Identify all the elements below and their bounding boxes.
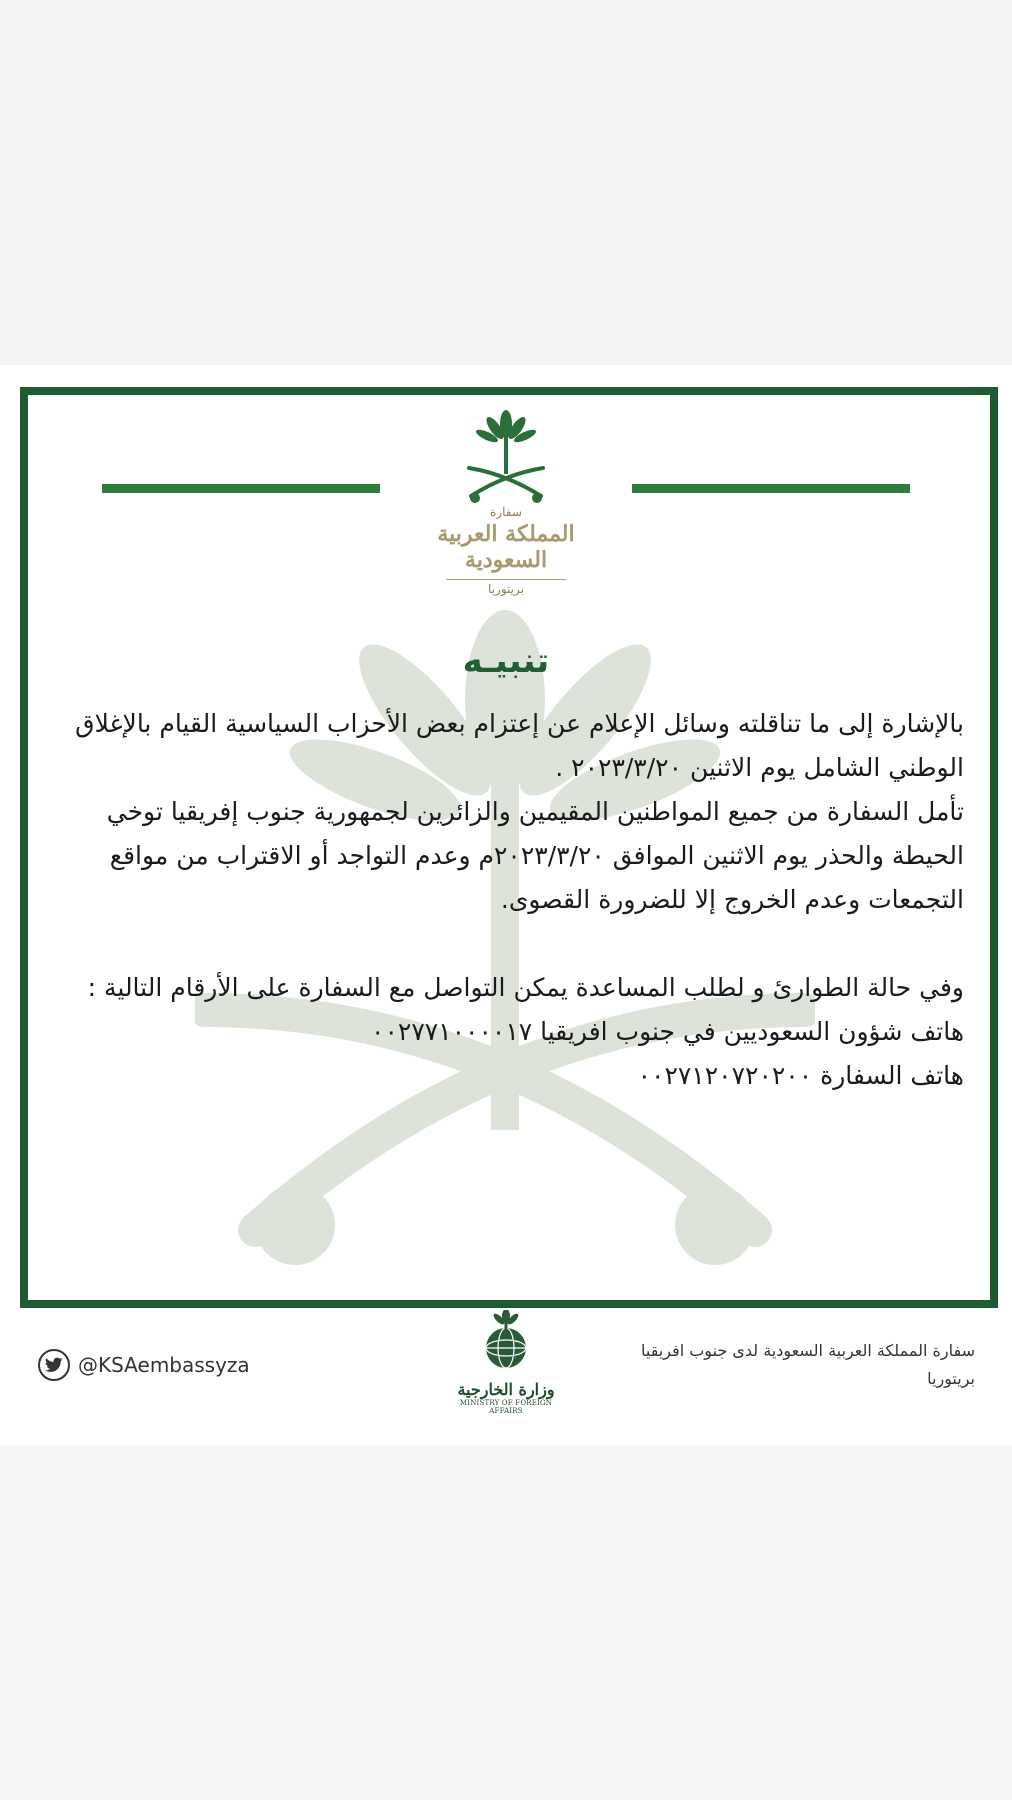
phone-embassy: هاتف السفارة ٠٠٢٧١٢٠٧٢٠٢٠٠	[637, 1061, 964, 1090]
twitter-handle: @KSAembassyza	[78, 1353, 250, 1377]
mofa-english-name: MINISTRY OF FOREIGN AFFAIRS	[459, 1399, 553, 1415]
logo-city: بريتوريا	[488, 582, 524, 596]
twitter-icon	[38, 1349, 70, 1381]
header-rule-right	[632, 484, 910, 493]
contact-intro: وفي حالة الطوارئ و لطلب المساعدة يمكن التواصل مع السفارة على الأرقام التالية :	[87, 973, 964, 1002]
twitter-link[interactable]	[38, 1348, 250, 1382]
notice-paragraph-2: تأمل السفارة من جميع المواطنين المقيمين والزائرين لجمهورية جنوب إفريقيا توخي الحيطة والحذر يوم الاثنين الموافق ٢٠٢٣/٣/٢٠م وعدم التواجد أو الاقتراب من مواقع التجمعات وعدم الخروج إلا للضرورة القصوى.	[106, 797, 964, 914]
notice-content	[40, 640, 972, 1098]
notice-paragraph-1: بالإشارة إلى ما تناقلته وسائل الإعلام عن إعتزام بعض الأحزاب السياسية القيام بالإغلاق الوطني الشامل يوم الاثنين ٢٠٢٣/٣/٢٠ .	[75, 709, 964, 782]
mofa-arabic-name: وزارة الخارجية	[457, 1380, 555, 1399]
top-blank-area	[0, 0, 1012, 365]
notice-title: تنبيـه	[462, 641, 550, 681]
logo-embassy-word: سفارة	[490, 505, 522, 519]
embassy-footer-line-1: سفارة المملكة العربية السعودية لدى جنوب افريقيا	[640, 1341, 975, 1360]
embassy-footer-text	[600, 1337, 975, 1393]
header-rule-left	[102, 484, 380, 493]
mofa-logo	[456, 1310, 556, 1420]
embassy-footer-line-2: بريتوريا	[927, 1369, 975, 1388]
logo-kingdom-name: المملكة العربية السعودية	[437, 521, 575, 573]
phone-saudi-affairs: هاتف شؤون السعوديين في جنوب افريقيا ٠٠٢٧٧١٠٠٠٠١٧	[371, 1017, 964, 1046]
mofa-emblem-icon	[474, 1310, 538, 1374]
embassy-logo	[418, 505, 594, 597]
bottom-blank-area	[0, 1445, 1012, 1800]
palm-swords-emblem-icon	[461, 408, 551, 508]
logo-divider	[446, 579, 566, 580]
